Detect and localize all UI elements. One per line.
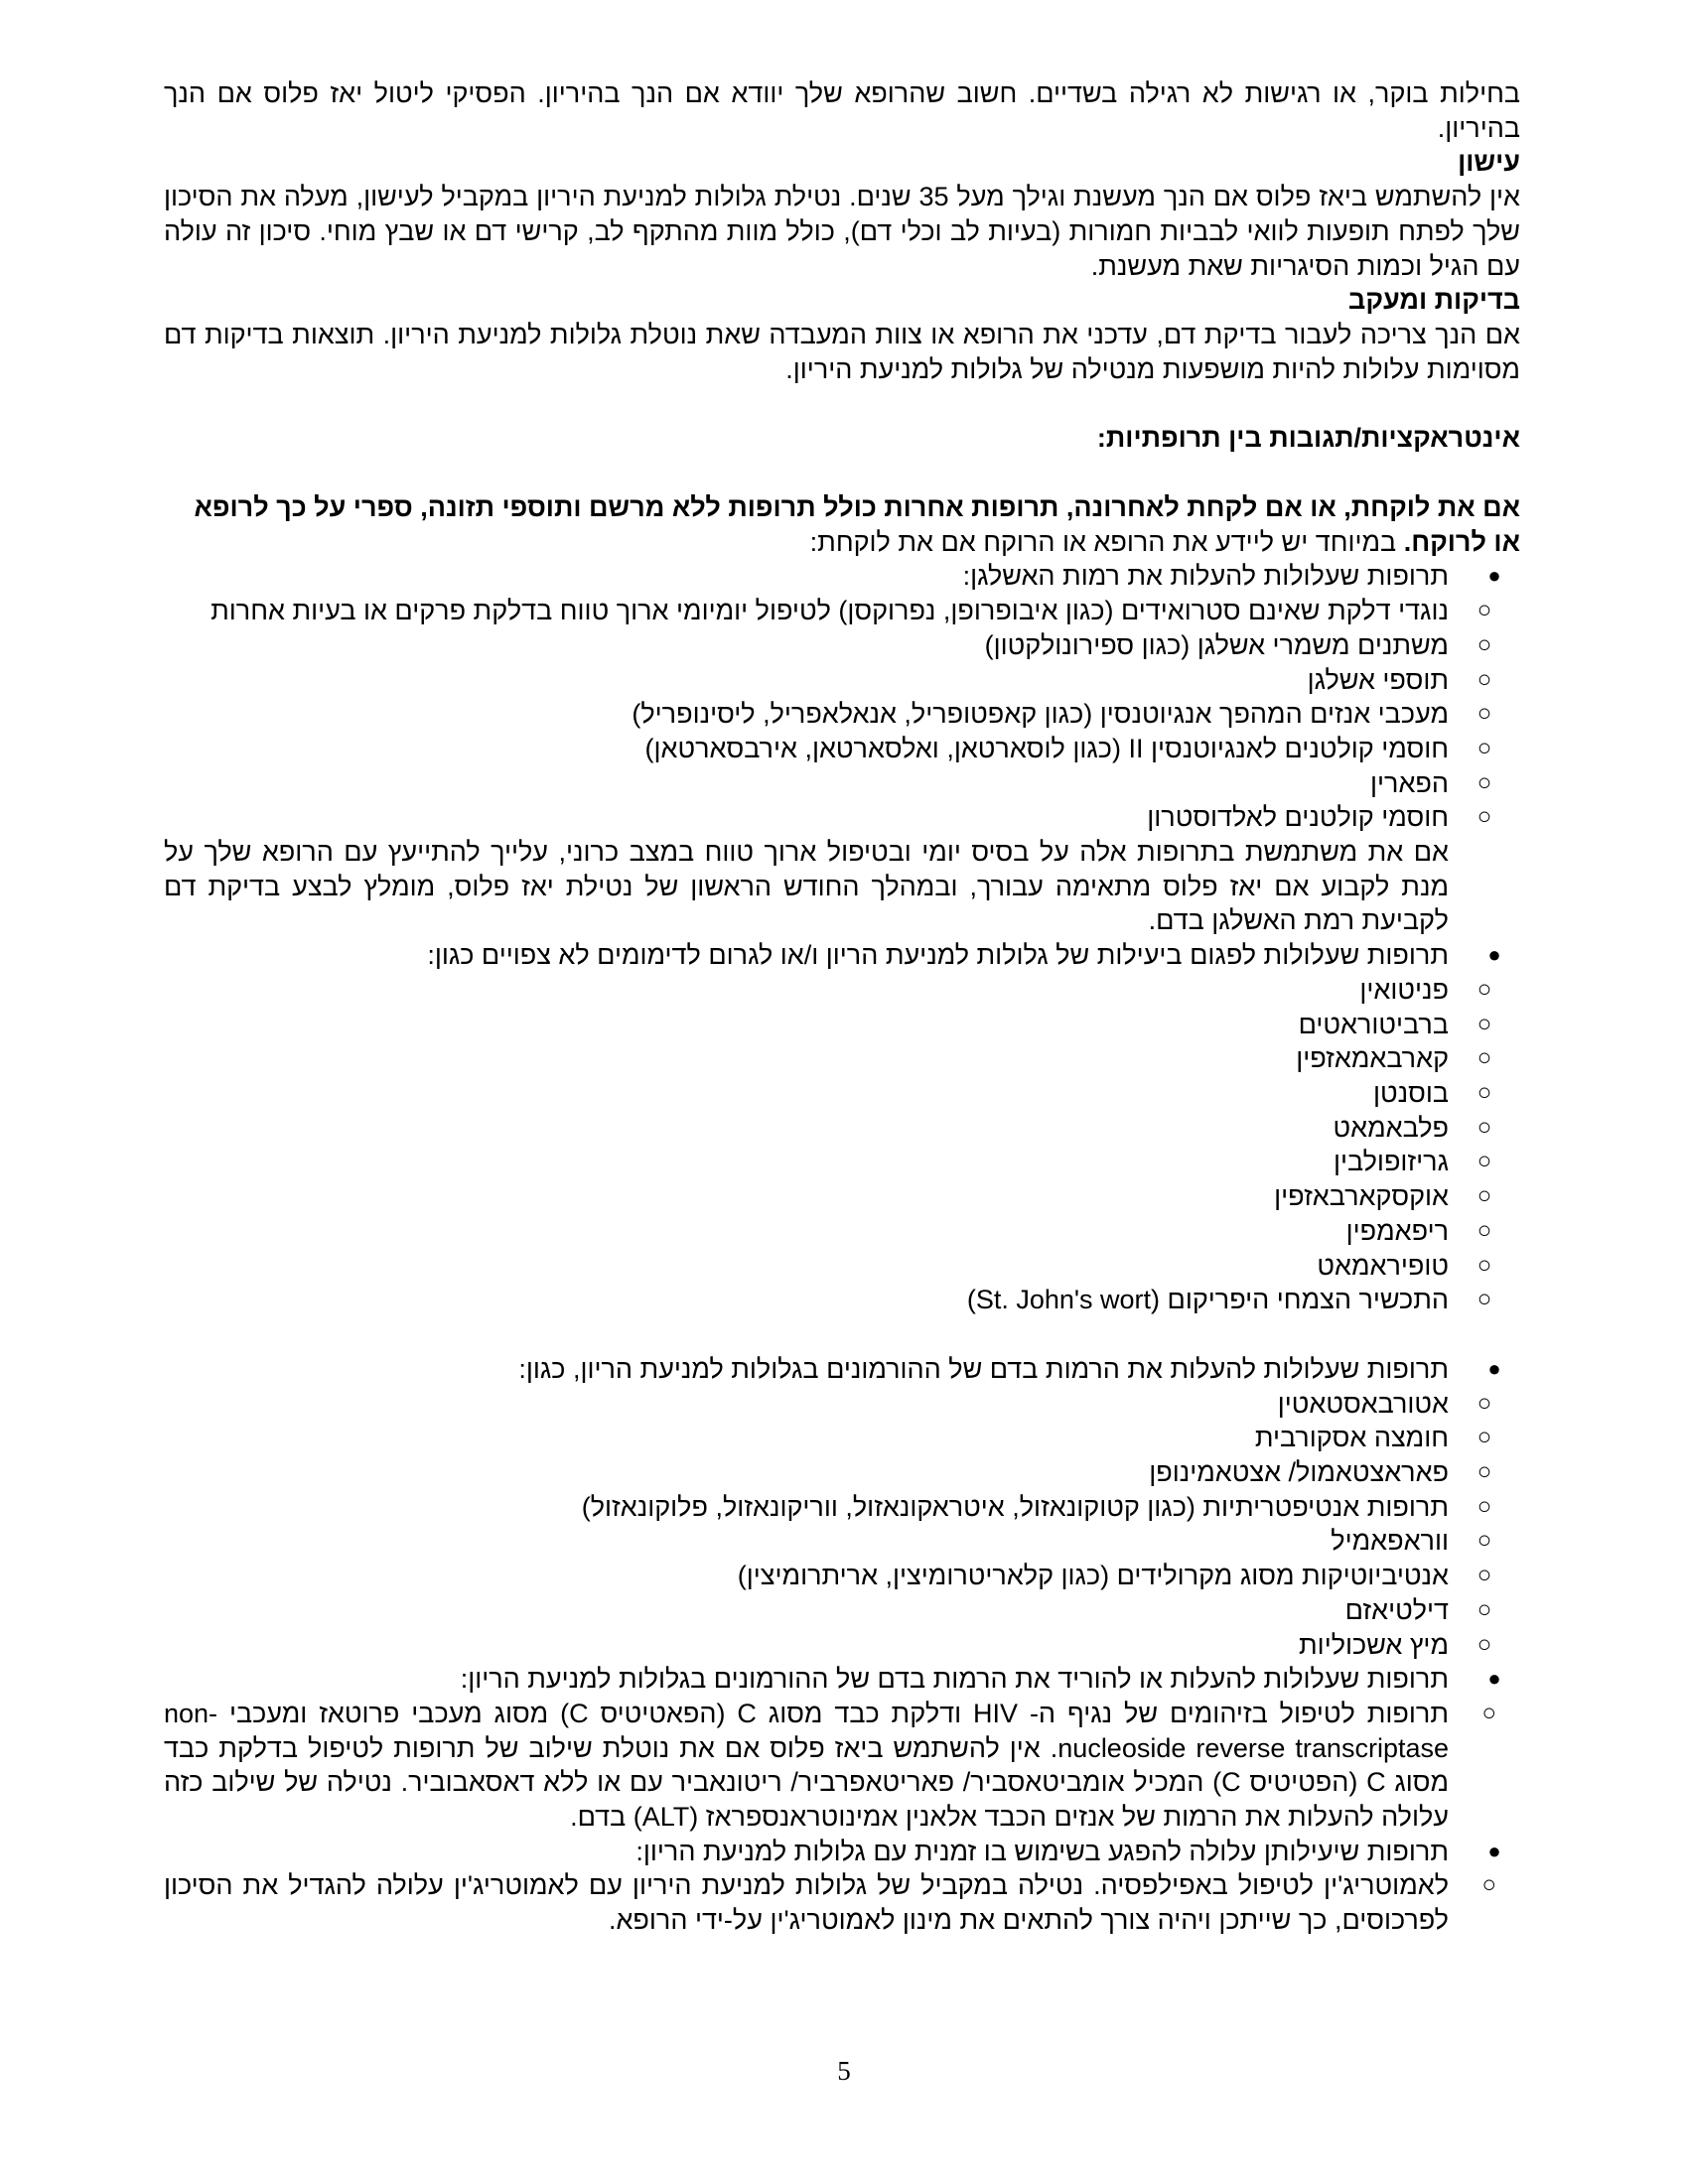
group-increase-or-decrease-levels [164,1662,1520,1835]
page-number: 5 [837,2056,851,2086]
circle-bullet-icon: ○ [1481,1699,1496,1726]
circle-bullet-icon: ○ [1477,1527,1492,1555]
list-item: ○ פניטואין [164,973,1520,1008]
bullet-icon: ● [1487,1355,1501,1381]
list-item: ○ ריפאמפין [164,1214,1520,1249]
circle-bullet-icon: ○ [1477,700,1492,728]
bullet-icon: ● [1487,563,1501,589]
list-item: ○ חומצה אסקורבית [164,1421,1520,1455]
tests-heading: בדיקות ומעקב [1348,285,1520,316]
list-item: ○ משתנים משמרי אשלגן (כגון ספירונולקטון) [164,628,1520,663]
group-title: תרופות שעלולות להעלות או להוריד את הרמות בדם של ההורמונים בגלולות למניעת הריון: [460,1664,1449,1695]
circle-bullet-icon: ○ [1477,803,1492,831]
circle-bullet-icon: ○ [1477,1148,1492,1175]
group-items [164,973,1520,1317]
list-item: ○ בוסנטן [164,1076,1520,1111]
list-item: ○ מיץ אשכוליות [164,1628,1520,1663]
list-item: ○ אטורבאסטאטין [164,1387,1520,1422]
list-item: ○ נוגדי דלקת שאינם סטרואידים (כגון איבופרופן, נפרוקסן) לטיפול יומיומי ארוך טווח בדלקת פרקים או בעיות אחרות [164,594,1520,628]
circle-bullet-icon: ○ [1477,597,1492,624]
group-items [164,1697,1520,1835]
group-items [164,1387,1520,1663]
tests-paragraph: אם הנך צריכה לעבור בדיקת דם, עדכני את הרופא או צוות המעבדה שאת נוטלת גלולות למניעת היריון. תוצאות בדיקות דם מסוימות עלולות להיות מושפעות מנטילה של גלולות למניעת היריון. [164,319,1520,384]
group-title: תרופות שיעילותן עלולה להפגע בשימוש בו זמנית עם גלולות למניעת הריון: [635,1836,1449,1866]
circle-bullet-icon: ○ [1477,1044,1492,1072]
circle-bullet-icon: ○ [1477,768,1492,796]
group-title: תרופות שעלולות להעלות את רמות האשלגן: [962,561,1449,592]
list-item: ○ פאראצטאמול/ אצטאמינופן [164,1455,1520,1490]
interactions-heading: אינטראקציות/תגובות בין תרופתיות: [1096,423,1520,454]
list-item: ○ גריזופולבין [164,1145,1520,1179]
list-item: ○ קארבאמאזפין [164,1041,1520,1076]
interactions-intro [164,490,1520,559]
group-increase-levels [164,1352,1520,1662]
list-item: ○ אוקסקארבאזפין [164,1179,1520,1214]
list-item: ○ הפארין [164,766,1520,801]
circle-bullet-icon: ○ [1477,1251,1492,1279]
group-items [164,594,1520,835]
circle-bullet-icon: ○ [1477,734,1492,761]
list-item: ○ תרופות אנטיפטריתיות (כגון קטוקונאזול, איטראקונאזול, ווריקונאזול, פלוקונאזול) [164,1490,1520,1525]
list-item: ○ אנטיביוטיקות מסוג מקרולידים (כגון קלאריטרומיצין, אריתרומיצין) [164,1559,1520,1593]
circle-bullet-icon: ○ [1477,1113,1492,1141]
list-item: ○ פלבאמאט [164,1111,1520,1146]
group-title: תרופות שעלולות לפגום ביעילות של גלולות למניעת הריון ו/או לגרום לדימומים לא צפויים כגון: [427,940,1449,971]
circle-bullet-icon: ○ [1477,1182,1492,1210]
circle-bullet-icon: ○ [1477,1216,1492,1244]
page-content [164,76,1520,1938]
circle-bullet-icon: ○ [1477,665,1492,693]
circle-bullet-icon: ○ [1477,1424,1492,1451]
intro-paragraph: בחילות בוקר, או רגישות לא רגילה בשדיים. חשוב שהרופא שלך יוודא אם הנך בהיריון. הפסיקי ליטול יאז פלוס אם הנך בהיריון. [164,78,1520,143]
interaction-groups [164,559,1520,1937]
list-item: ○ לאמוטריג'ין לטיפול באפילפסיה. נטילה במקביל של גלולות למניעת היריון עם לאמוטריג'ין עלולה להגדיל את הסיכון לפרכוסים, כך שייתכן ויהיה צורך להתאים את מינון לאמוטריג'ין על-ידי הרופא. [164,1870,1496,1936]
circle-bullet-icon: ○ [1481,1871,1496,1899]
list-item: ○ מעכבי אנזים המהפך אנגיוטנסין (כגון קאפטופריל, אנאלאפריל, ליסינופריל) [164,697,1520,732]
group-note: אם את משתמשת בתרופות אלה על בסיס יומי ובטיפול ארוך טווח במצב כרוני, עלייך להתייעץ עם הרופא שלך על מנת לקבוע אם יאז פלוס מתאימה עבורך, ובמהלך החודש הראשון של נטילת יאז פלוס, מומלץ לבצע בדיקת דם לקביעת רמת האשלגן בדם. [164,837,1449,936]
smoking-heading: עישון [1458,147,1520,178]
group-efficacy [164,938,1520,1352]
bullet-icon: ● [1487,942,1501,968]
list-item: ○ דילטיאזם [164,1593,1520,1628]
list-item: ○ ווראפאמיל [164,1524,1520,1559]
interactions-intro-rest: במיוחד יש ליידע את הרופא או הרוקח אם את לוקחת: [809,526,1404,557]
list-item: ○ תוספי אשלגן [164,663,1520,698]
circle-bullet-icon: ○ [1477,1562,1492,1589]
circle-bullet-icon: ○ [1477,1630,1492,1658]
interactions-intro-bold: אם את לוקחת, או אם לקחת לאחרונה, תרופות אחרות כולל תרופות ללא מרשם ותוספי תזונה, ספרי על כך לרופא או לרוקח. [194,492,1520,557]
circle-bullet-icon: ○ [1477,975,1492,1003]
list-item: ○ ברביטוראטים [164,1008,1520,1042]
list-item: ○ התכשיר הצמחי היפריקום (St. John's wort) [164,1283,1520,1317]
list-item: ○ טופיראמאט [164,1249,1520,1284]
circle-bullet-icon: ○ [1477,1078,1492,1106]
smoking-paragraph: אין להשתמש ביאז פלוס אם הנך מעשנת וגילך מעל 35 שנים. נטילת גלולות למניעת היריון במקביל לעישון, מעלה את הסיכון שלך לפתח תופעות לוואי לבביות חמורות (בעיות לב וכלי דם), כולל מוות מהתקף לב, קרישי דם או שבץ מוחי. סיכון זה עולה עם הגיל וכמות הסיגריות שאת מעשנת. [164,182,1520,281]
list-item: ○ חוסמי קולטנים לאלדוסטרון [164,800,1520,835]
circle-bullet-icon: ○ [1477,1458,1492,1486]
group-potassium [164,559,1520,938]
group-reduced-efficacy [164,1835,1520,1938]
list-item: ○ חוסמי קולטנים לאנגיוטנסין II (כגון לוסארטאן, ואלסארטאן, אירבסארטאן) [164,732,1520,766]
group-items [164,1868,1520,1937]
circle-bullet-icon: ○ [1477,1286,1492,1313]
list-item: ○ תרופות לטיפול בזיהומים של נגיף ה- HIV ודלקת כבד מסוג C (הפאטיטיס C) מסוג מעכבי פרוטאז ומעכבי non-nucleoside reverse transcriptase. אין להשתמש ביאז פלוס אם את נוטלת שילוב של תרופות לטיפול בדלקת כבד מסוג C (הפטיטיס C) המכיל אומביטאסביר/ פאריטאפרביר/ ריטונאביר עם או ללא דאסאבוביר. נטילה של שילוב כזה עלולה להעלות את הרמות של אנזים הכבד אלאנין אמינוטראנספראז (ALT) בדם. [164,1698,1496,1833]
group-title: תרופות שעלולות להעלות את הרמות בדם של ההורמונים בגלולות למניעת הריון, כגון: [518,1353,1449,1384]
circle-bullet-icon: ○ [1477,1389,1492,1417]
circle-bullet-icon: ○ [1477,1595,1492,1623]
circle-bullet-icon: ○ [1477,1010,1492,1037]
bullet-icon: ● [1487,1666,1501,1692]
circle-bullet-icon: ○ [1477,1492,1492,1520]
bullet-icon: ● [1487,1838,1501,1863]
circle-bullet-icon: ○ [1477,630,1492,658]
